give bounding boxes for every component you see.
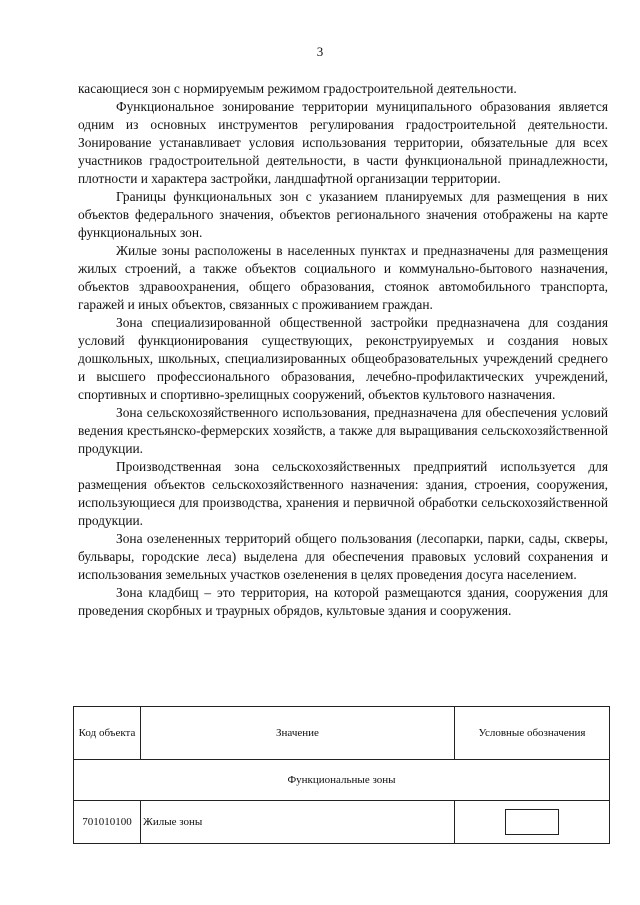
header-symbol: Условные обозначения bbox=[455, 707, 610, 760]
body-text bbox=[78, 80, 608, 620]
paragraph: Производственная зона сельскохозяйственных предприятий используется для размещения объектов сельскохозяйственного назначения: здания, строения, сооружения, использующиеся для производства, хранения и первичной обработки сельскохозяйственной продукции. bbox=[78, 459, 608, 528]
row-code: 701010100 bbox=[74, 801, 141, 844]
legend-table bbox=[73, 706, 610, 844]
paragraph: Жилые зоны расположены в населенных пунктах и предназначены для размещения жилых строений, а также объектов социального и коммунально-бытового назначения, объектов здравоохранения, общего образования, стоянок автомобильного транспорта, гаражей и иных объектов, связанных с проживанием граждан. bbox=[78, 243, 608, 312]
paragraph: касающиеся зон с нормируемым режимом градостроительной деятельности. bbox=[78, 81, 517, 96]
paragraph: Границы функциональных зон с указанием планируемых для размещения в них объектов федерального значения, объектов регионального значения отображены на карте функциональных зон. bbox=[78, 189, 608, 240]
page-number: 3 bbox=[316, 44, 324, 59]
header-value: Значение bbox=[141, 707, 455, 760]
paragraph: Зона сельскохозяйственного использования, предназначена для обеспечения условий ведения крестьянско-фермерских хозяйств, а также для выращивания сельскохозяйственной продукции. bbox=[78, 405, 608, 456]
paragraph: Функциональное зонирование территории муниципального образования является одним из основных инструментов регулирования градостроительной деятельности. Зонирование устанавливает условия использования территории, обязательные для всех участников градостроительной деятельности, в части функциональной принадлежности, плотности и характера застройки, ландшафтной организации территории. bbox=[78, 99, 608, 186]
table-header-row bbox=[74, 707, 610, 760]
paragraph: Зона озелененных территорий общего пользования (лесопарки, парки, сады, скверы, бульвары, городские леса) выделена для обеспечения правовых условий сохранения и использования земельных участков озеленения в целях проведения досуга населением. bbox=[78, 531, 608, 582]
table-row bbox=[74, 801, 610, 844]
row-value: Жилые зоны bbox=[141, 801, 455, 844]
row-symbol bbox=[455, 801, 610, 844]
section-title: Функциональные зоны bbox=[74, 760, 610, 801]
paragraph: Зона специализированной общественной застройки предназначена для создания условий функционирования существующих, реконструируемых и создания новых дошкольных, школьных, специализированных общеобразовательных учреждений среднего и высшего профессионального образования, лечебно-профилактических учреждений, спортивных и спортивно-зрелищных сооружений, объектов культового назначения. bbox=[78, 315, 608, 402]
header-code: Код объекта bbox=[74, 707, 141, 760]
legend-swatch bbox=[505, 809, 559, 835]
table-section-row bbox=[74, 760, 610, 801]
paragraph: Зона кладбищ – это территория, на которой размещаются здания, сооружения для проведения скорбных и траурных обрядов, культовые здания и сооружения. bbox=[78, 585, 608, 618]
